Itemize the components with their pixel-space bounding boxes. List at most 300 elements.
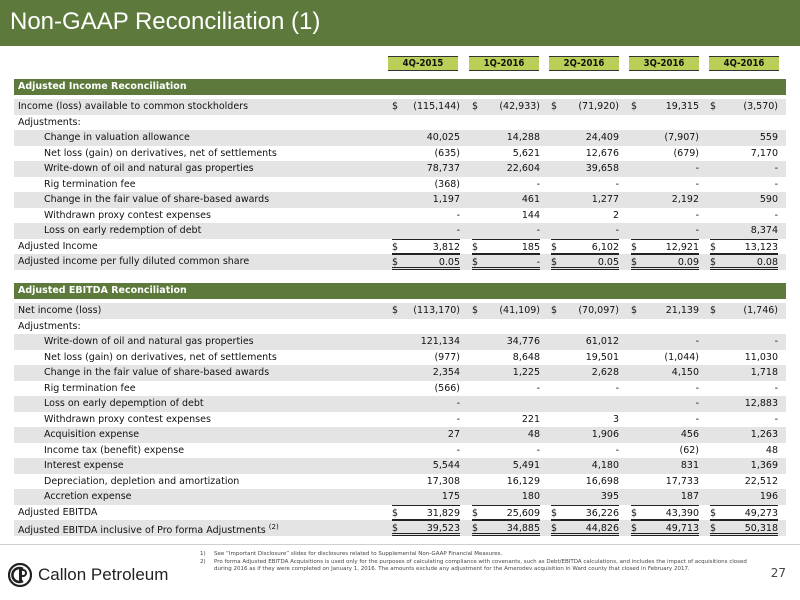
table-row <box>14 303 786 319</box>
cell-value: 43,390 <box>665 507 699 519</box>
cell-value: 39,523 <box>426 523 460 534</box>
table-cell <box>631 443 699 459</box>
cell-value: (635) <box>434 147 460 159</box>
table-cell <box>472 254 540 270</box>
currency-symbol: $ <box>710 241 717 253</box>
row-label <box>18 99 248 115</box>
row-label-text: Interest expense <box>44 460 124 471</box>
cell-value: 5,544 <box>432 460 460 471</box>
table-cell <box>472 161 540 177</box>
table-cell <box>631 208 699 224</box>
ebitda-section-title: Adjusted EBITDA Reconciliation <box>14 283 786 299</box>
footnote <box>200 551 760 559</box>
currency-symbol: $ <box>551 101 558 112</box>
row-label <box>44 192 269 208</box>
row-label-text: Net loss (gain) on derivatives, net of settlements <box>44 351 277 363</box>
table-cell <box>472 130 540 146</box>
cell-value: - <box>695 398 699 409</box>
table-cell <box>631 115 699 131</box>
table-cell <box>472 381 540 397</box>
cell-value: 7,170 <box>750 147 778 159</box>
table-cell <box>472 520 540 536</box>
currency-symbol: $ <box>710 507 717 519</box>
table-cell <box>551 177 619 193</box>
table-cell <box>710 474 778 490</box>
row-label-text: Net loss (gain) on derivatives, net of settlements <box>44 147 277 159</box>
table-row <box>14 443 786 459</box>
row-label <box>44 365 269 381</box>
table-cell <box>551 192 619 208</box>
table-cell <box>710 130 778 146</box>
table-cell <box>551 381 619 397</box>
table-cell <box>631 177 699 193</box>
table-cell <box>551 319 619 335</box>
table-cell <box>710 458 778 474</box>
row-label-text: Change in the fair value of share-based awards <box>44 194 270 205</box>
row-label-text: Withdrawn proxy contest expenses <box>44 209 211 221</box>
currency-symbol: $ <box>472 241 479 253</box>
cell-value: 21,139 <box>665 305 699 316</box>
cell-value: (71,920) <box>578 101 619 112</box>
cell-value: - <box>615 178 619 190</box>
cell-value: - <box>615 444 619 456</box>
table-cell <box>631 99 699 115</box>
table-cell <box>392 319 460 335</box>
cell-value: 185 <box>521 241 540 253</box>
row-label <box>44 458 124 474</box>
cell-value: 461 <box>521 194 540 205</box>
table-cell <box>472 334 540 350</box>
cell-value: 0.09 <box>677 257 699 268</box>
table-cell <box>472 412 540 428</box>
cell-value: - <box>536 225 540 236</box>
table-cell <box>631 381 699 397</box>
cell-value: - <box>774 178 778 190</box>
table-row <box>14 254 786 270</box>
table-cell <box>631 303 699 319</box>
cell-value: 175 <box>441 491 460 502</box>
cell-value: 0.05 <box>438 257 460 268</box>
table-cell <box>631 520 699 536</box>
table-cell <box>631 130 699 146</box>
table-cell <box>710 443 778 459</box>
currency-symbol: $ <box>392 241 399 253</box>
table-cell <box>551 130 619 146</box>
currency-symbol: $ <box>551 257 558 268</box>
currency-symbol: $ <box>472 507 479 519</box>
table-cell <box>710 254 778 270</box>
cell-value: 19,315 <box>665 101 699 112</box>
cell-value: 6,102 <box>591 241 619 253</box>
row-label-text: Income tax (benefit) expense <box>44 444 185 456</box>
cell-value: - <box>536 257 540 268</box>
row-label <box>44 443 184 459</box>
table-row <box>14 458 786 474</box>
footnote-number: 2) <box>200 558 206 565</box>
table-cell <box>631 319 699 335</box>
table-cell <box>472 239 540 255</box>
cell-value: - <box>774 163 778 174</box>
title-bar <box>0 0 800 46</box>
cell-value: 196 <box>759 491 778 502</box>
table-cell <box>472 146 540 162</box>
table-cell <box>472 99 540 115</box>
row-label <box>44 412 211 428</box>
table-cell <box>551 254 619 270</box>
cell-value: (1,746) <box>743 305 778 316</box>
row-label-text: Loss on early depemption of debt <box>44 398 204 409</box>
cell-value: - <box>695 225 699 236</box>
cell-value: 8,374 <box>750 225 778 236</box>
table-cell <box>392 254 460 270</box>
cell-value: (70,097) <box>578 305 619 316</box>
cell-value: 27 <box>447 429 460 440</box>
row-label <box>18 239 98 255</box>
row-label <box>44 474 239 490</box>
table-cell <box>392 412 460 428</box>
cell-value: 1,197 <box>432 194 460 205</box>
row-label-text: Rig termination fee <box>44 382 136 394</box>
currency-symbol: $ <box>710 101 717 112</box>
table-cell <box>472 115 540 131</box>
table-cell <box>551 350 619 366</box>
currency-symbol: $ <box>551 523 558 534</box>
cell-value: 61,012 <box>585 336 619 347</box>
row-label-text: Adjusted EBITDA <box>18 506 98 518</box>
cell-value: - <box>456 398 460 409</box>
table-cell <box>710 381 778 397</box>
cell-value: - <box>456 444 460 456</box>
cell-value: 4,180 <box>591 460 619 471</box>
cell-value: - <box>774 413 778 425</box>
cell-value: 40,025 <box>426 132 460 143</box>
table-cell <box>392 303 460 319</box>
table-row <box>14 146 786 162</box>
cell-value: 11,030 <box>744 351 778 363</box>
cell-value: 44,826 <box>585 523 619 534</box>
currency-symbol: $ <box>472 101 479 112</box>
table-cell <box>551 223 619 239</box>
table-cell <box>710 208 778 224</box>
table-cell <box>392 458 460 474</box>
currency-symbol: $ <box>551 305 558 316</box>
cell-value: 22,512 <box>744 475 778 487</box>
row-label-text: Change in valuation allowance <box>44 132 190 143</box>
company-name: Callon Petroleum <box>38 565 169 584</box>
cell-value: 19,501 <box>585 351 619 363</box>
table-cell <box>551 303 619 319</box>
table-cell <box>710 396 778 412</box>
cell-value: 34,776 <box>506 336 540 347</box>
table-cell <box>710 223 778 239</box>
cell-value: (1,044) <box>664 351 699 363</box>
cell-value: 49,713 <box>665 523 699 534</box>
cell-value: (62) <box>679 444 699 456</box>
column-header-row <box>0 56 800 72</box>
cell-value: 144 <box>521 209 540 221</box>
cell-value: - <box>695 382 699 394</box>
table-row <box>14 350 786 366</box>
row-label <box>18 319 81 335</box>
table-row <box>14 505 786 521</box>
table-cell <box>631 474 699 490</box>
cell-value: - <box>774 382 778 394</box>
table-cell <box>551 520 619 536</box>
table-cell <box>631 254 699 270</box>
cell-value: 831 <box>680 460 699 471</box>
row-label-text: Withdrawn proxy contest expenses <box>44 413 211 425</box>
table-cell <box>392 334 460 350</box>
cell-value: 78,737 <box>426 163 460 174</box>
table-cell <box>392 350 460 366</box>
table-row <box>14 239 786 255</box>
table-cell <box>631 192 699 208</box>
row-label <box>44 381 136 397</box>
cell-value: (115,144) <box>413 101 460 112</box>
currency-symbol: $ <box>472 523 479 534</box>
cell-value: 1,277 <box>591 194 619 205</box>
table-cell <box>631 334 699 350</box>
row-label <box>44 489 132 505</box>
cell-value: 187 <box>680 491 699 502</box>
table-row <box>14 192 786 208</box>
table-row <box>14 520 786 536</box>
cell-value: 17,733 <box>665 475 699 487</box>
table-cell <box>710 334 778 350</box>
cell-value: 1,263 <box>750 429 778 440</box>
cell-value: 12,676 <box>585 147 619 159</box>
column-header-4q-2015: 4Q-2015 <box>388 56 458 71</box>
cell-value: 16,698 <box>585 475 619 487</box>
table-cell <box>710 303 778 319</box>
cell-value: - <box>695 163 699 174</box>
cell-value: - <box>695 178 699 190</box>
cell-value: (977) <box>434 351 460 363</box>
table-row <box>14 412 786 428</box>
page-number: 27 <box>770 566 786 580</box>
cell-value: 1,225 <box>512 367 540 378</box>
cell-value: 559 <box>759 132 778 143</box>
cell-value: 1,906 <box>591 429 619 440</box>
row-label <box>44 350 277 366</box>
table-cell <box>631 505 699 521</box>
currency-symbol: $ <box>631 305 638 316</box>
table-cell <box>551 505 619 521</box>
cell-value: 24,409 <box>585 132 619 143</box>
table-cell <box>551 427 619 443</box>
currency-symbol: $ <box>392 523 399 534</box>
table-cell <box>551 443 619 459</box>
table-row <box>14 365 786 381</box>
currency-symbol: $ <box>472 257 479 268</box>
table-cell <box>631 458 699 474</box>
cell-value: - <box>695 413 699 425</box>
table-cell <box>551 458 619 474</box>
table-cell <box>472 192 540 208</box>
table-cell <box>472 303 540 319</box>
currency-symbol: $ <box>551 507 558 519</box>
table-cell <box>710 146 778 162</box>
currency-symbol: $ <box>710 305 717 316</box>
table-row <box>14 381 786 397</box>
row-label-text: Write-down of oil and natural gas properties <box>44 163 254 174</box>
row-label-text: Change in the fair value of share-based awards <box>44 367 270 378</box>
table-cell <box>392 365 460 381</box>
table-cell <box>710 239 778 255</box>
cell-value: 22,604 <box>506 163 540 174</box>
cell-value: (3,570) <box>743 101 778 112</box>
cell-value: - <box>456 209 460 221</box>
row-label-text: Acquisition expense <box>44 429 140 440</box>
table-cell <box>551 99 619 115</box>
table-row <box>14 208 786 224</box>
cell-value: 31,829 <box>426 507 460 519</box>
cell-value: 2,628 <box>591 367 619 378</box>
table-cell <box>710 427 778 443</box>
column-header-1q-2016: 1Q-2016 <box>469 56 539 71</box>
table-cell <box>631 223 699 239</box>
cell-value: - <box>774 336 778 347</box>
table-cell <box>710 319 778 335</box>
table-row <box>14 474 786 490</box>
currency-symbol: $ <box>392 507 399 519</box>
cell-value: 2 <box>612 209 619 221</box>
table-cell <box>631 146 699 162</box>
table-cell <box>472 177 540 193</box>
currency-symbol: $ <box>392 305 399 316</box>
cell-value: (7,907) <box>664 132 699 143</box>
table-cell <box>631 161 699 177</box>
table-cell <box>392 146 460 162</box>
cell-value: 12,921 <box>665 241 699 253</box>
table-cell <box>710 505 778 521</box>
currency-symbol: $ <box>710 257 717 268</box>
table-cell <box>392 115 460 131</box>
table-cell <box>392 505 460 521</box>
cell-value: - <box>456 413 460 425</box>
footnote-number: 1) <box>200 551 206 557</box>
cell-value: 590 <box>759 194 778 205</box>
cell-value: (41,109) <box>499 305 540 316</box>
table-cell <box>392 208 460 224</box>
table-cell <box>472 396 540 412</box>
cell-value: 39,658 <box>585 163 619 174</box>
row-label-text: Adjusted income per fully diluted common share <box>18 256 250 267</box>
table-cell <box>472 208 540 224</box>
cell-value: 36,226 <box>585 507 619 519</box>
cell-value: (113,170) <box>413 305 460 316</box>
row-label <box>18 520 279 539</box>
cell-value: 4,150 <box>671 367 699 378</box>
table-cell <box>551 412 619 428</box>
table-row <box>14 489 786 505</box>
cell-value: - <box>774 209 778 221</box>
table-cell <box>631 350 699 366</box>
table-row <box>14 427 786 443</box>
table-cell <box>472 427 540 443</box>
table-cell <box>631 427 699 443</box>
table-row <box>14 161 786 177</box>
table-cell <box>551 146 619 162</box>
table-cell <box>392 381 460 397</box>
table-cell <box>631 412 699 428</box>
table-cell <box>710 365 778 381</box>
currency-symbol: $ <box>392 101 399 112</box>
cell-value: 2,354 <box>432 367 460 378</box>
table-cell <box>551 489 619 505</box>
cell-value: 17,308 <box>426 475 460 487</box>
cell-value: 0.08 <box>756 257 778 268</box>
table-cell <box>392 396 460 412</box>
table-cell <box>551 365 619 381</box>
table-cell <box>392 474 460 490</box>
row-label <box>18 505 97 521</box>
table-cell <box>392 489 460 505</box>
cell-value: - <box>615 225 619 236</box>
table-cell <box>392 223 460 239</box>
cell-value: 49,273 <box>744 507 778 519</box>
row-label <box>18 254 249 270</box>
income-section-title: Adjusted Income Reconciliation <box>14 79 786 95</box>
cell-value: 121,134 <box>420 336 460 347</box>
cell-value: 5,621 <box>512 147 540 159</box>
cell-value: 456 <box>680 429 699 440</box>
table-cell <box>631 489 699 505</box>
table-cell <box>472 458 540 474</box>
table-cell <box>710 192 778 208</box>
row-label-text: Adjusted EBITDA inclusive of Pro forma Adjustments <box>18 525 266 537</box>
table-row <box>14 223 786 239</box>
table-cell <box>392 443 460 459</box>
cell-value: 13,123 <box>744 241 778 253</box>
currency-symbol: $ <box>631 523 638 534</box>
footnote-text: See “Important Disclosure” slides for disclosures related to Supplemental Non-GAAP Financial Measures. <box>214 551 503 557</box>
table-cell <box>472 505 540 521</box>
table-cell <box>392 427 460 443</box>
column-header-3q-2016: 3Q-2016 <box>629 56 699 71</box>
row-label <box>44 208 211 224</box>
table-cell <box>710 177 778 193</box>
cell-value: - <box>456 225 460 236</box>
cell-value: 25,609 <box>506 507 540 519</box>
cell-value: 2,192 <box>671 194 699 205</box>
footnote-text: Pro forma Adjusted EBITDA Acquisitions is used only for the purposes of calculating compliance with covenants, such as Debt/EBITDA calculations, and includes the impact of acquisitions closed during 2016 as if they were completed on January 1, 2016. The amounts exclude any adjustment for the Amerodev acquisition in Ward county that closed in February 2017. <box>214 558 747 572</box>
currency-symbol: $ <box>551 241 558 253</box>
footnote-ref: (2) <box>268 523 279 531</box>
footnote <box>200 559 760 574</box>
table-cell <box>392 192 460 208</box>
cell-value: 1,369 <box>750 460 778 471</box>
cell-value: (679) <box>673 147 699 159</box>
table-cell <box>631 239 699 255</box>
cell-value: 3 <box>612 413 619 425</box>
column-header-2q-2016: 2Q-2016 <box>549 56 619 71</box>
table-row <box>14 334 786 350</box>
cell-value: 5,491 <box>512 460 540 471</box>
row-label <box>44 177 136 193</box>
currency-symbol: $ <box>631 507 638 519</box>
table-cell <box>472 319 540 335</box>
cell-value: (368) <box>434 178 460 190</box>
currency-symbol: $ <box>631 257 638 268</box>
cell-value: 12,883 <box>744 398 778 409</box>
cell-value: 14,288 <box>506 132 540 143</box>
table-cell <box>551 334 619 350</box>
cell-value: - <box>536 444 540 456</box>
table-cell <box>392 99 460 115</box>
row-label-text: Adjustments: <box>18 320 81 332</box>
currency-symbol: $ <box>392 257 399 268</box>
